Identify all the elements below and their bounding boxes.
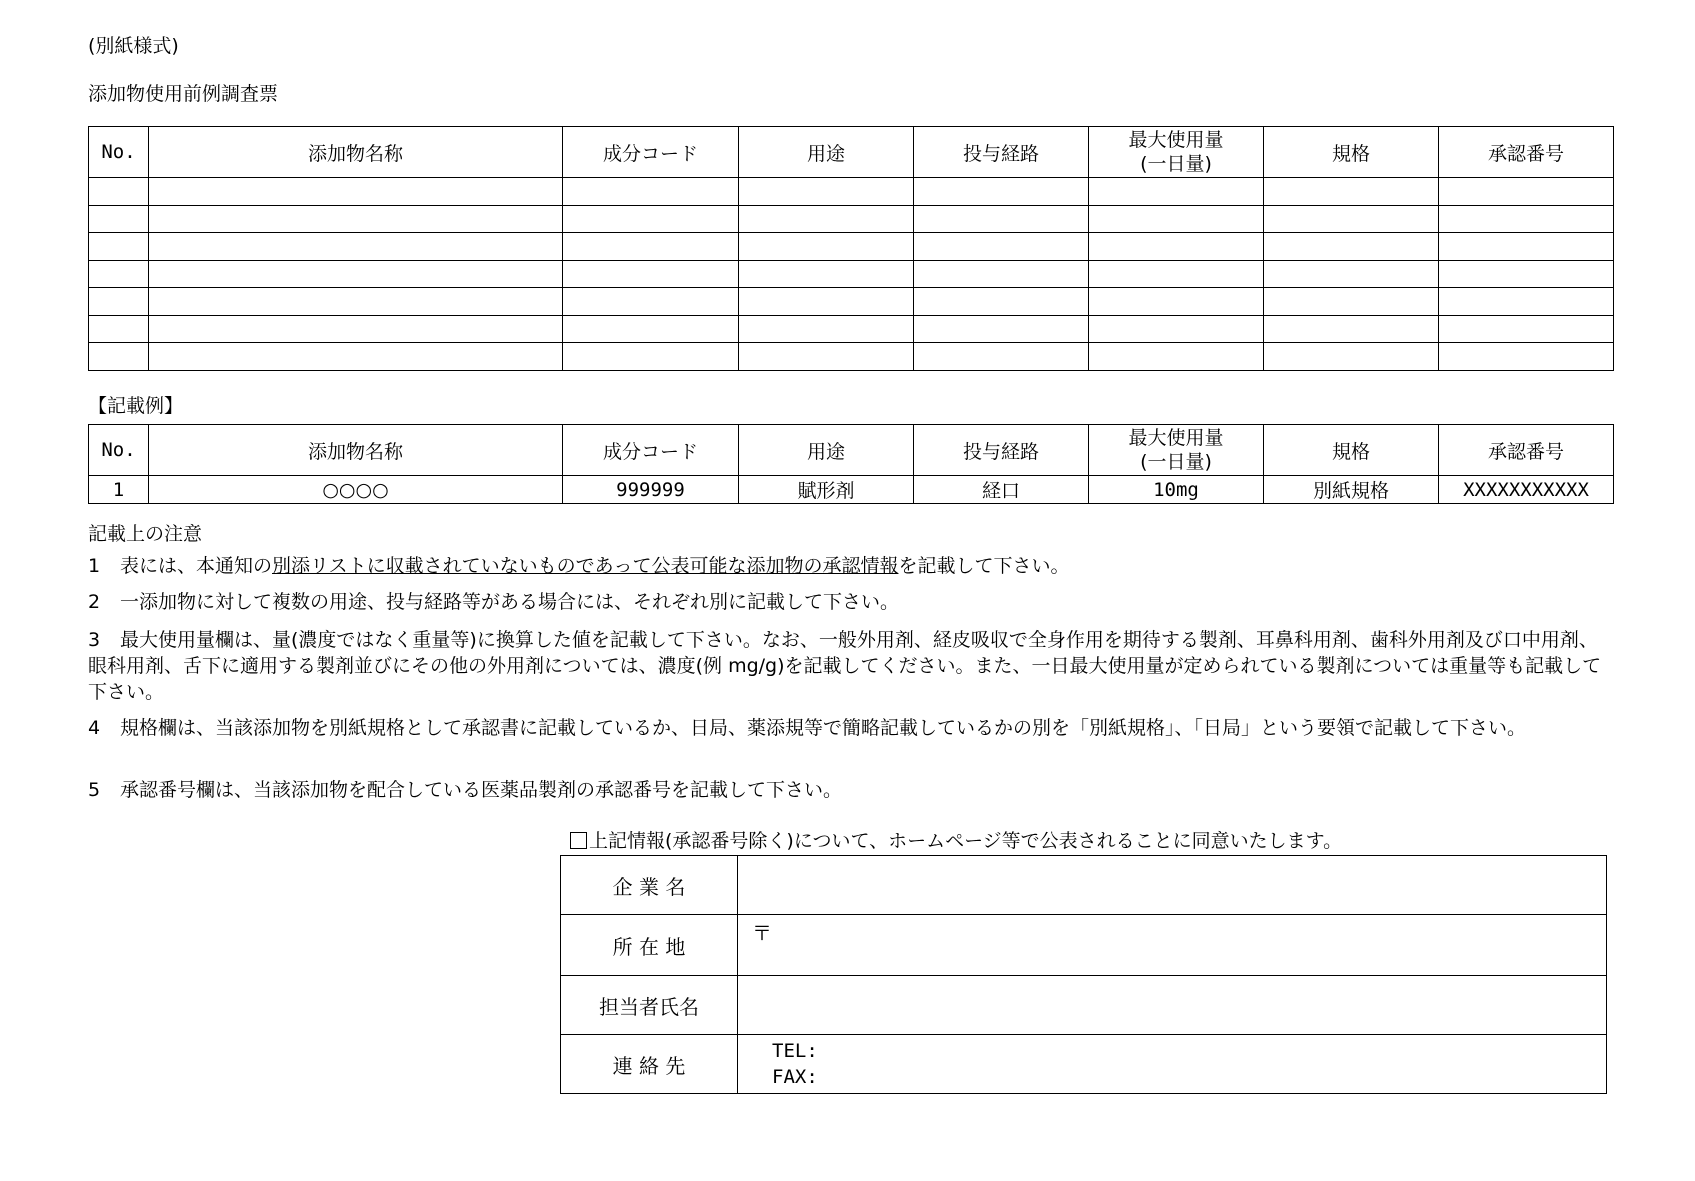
note-number: 1	[88, 555, 101, 577]
contact-person-field[interactable]	[738, 976, 1607, 1035]
survey-table	[88, 126, 1614, 371]
example-table	[88, 424, 1614, 504]
note-number: 4	[88, 717, 101, 739]
note-number: 2	[88, 591, 101, 613]
form-label: (別紙様式)	[88, 35, 179, 57]
table-row	[89, 178, 1614, 206]
table-row	[89, 343, 1614, 371]
header-max-dose-line2: (一日量)	[1140, 451, 1212, 473]
header-max-dose-line1: 最大使用量	[1128, 427, 1224, 449]
contact-row	[561, 1035, 1607, 1094]
example-no: 1	[89, 476, 149, 504]
notes-title: 記載上の注意	[88, 523, 203, 545]
note-5	[88, 777, 1608, 803]
note-text: 規格欄は、当該添加物を別紙規格として承認書に記載しているか、日局、薬添規等で簡略記載しているかの別を「別紙規格」、「日局」という要領で記載して下さい。	[120, 717, 1527, 739]
consent-line	[570, 829, 1342, 854]
note-text: 表には、本通知の	[120, 555, 273, 577]
note-number: 5	[88, 779, 101, 801]
header-ingredient-code: 成分コード	[563, 425, 739, 476]
company-name-field[interactable]	[738, 856, 1607, 915]
table-row	[89, 233, 1614, 261]
header-route: 投与経路	[914, 127, 1089, 178]
company-info-table	[560, 855, 1607, 1094]
note-number: 3	[88, 629, 101, 651]
example-spec: 別紙規格	[1264, 476, 1439, 504]
header-ingredient-code: 成分コード	[563, 127, 739, 178]
postal-mark: 〒	[752, 921, 772, 945]
note-text: 一添加物に対して複数の用途、投与経路等がある場合には、それぞれ別に記載して下さい。	[120, 591, 900, 613]
header-route: 投与経路	[914, 425, 1089, 476]
header-use: 用途	[739, 127, 914, 178]
note-underlined-text: 別添リストに収載されていないものであって公表可能な添加物の承認情報	[272, 555, 899, 577]
example-ingredient-code: 999999	[563, 476, 739, 504]
address-label: 所 在 地	[561, 915, 738, 976]
company-name-row	[561, 856, 1607, 915]
example-route: 経口	[914, 476, 1089, 504]
table-row	[89, 205, 1614, 233]
consent-text: 上記情報(承認番号除く)について、ホームページ等で公表されることに同意いたします。	[589, 830, 1343, 852]
note-2	[88, 589, 1608, 615]
example-label: 【記載例】	[88, 395, 184, 417]
header-no: No.	[89, 425, 149, 476]
example-additive-name: ○○○○	[149, 476, 563, 504]
example-row	[89, 476, 1614, 504]
contact-person-row	[561, 976, 1607, 1035]
table-row	[89, 288, 1614, 316]
header-max-dose	[1089, 425, 1264, 476]
company-name-label: 企 業 名	[561, 856, 738, 915]
fax-label: FAX:	[772, 1066, 818, 1088]
header-max-dose	[1089, 127, 1264, 178]
note-3	[88, 627, 1608, 705]
example-approval-number: XXXXXXXXXXX	[1439, 476, 1614, 504]
consent-checkbox[interactable]	[570, 832, 587, 849]
header-spec: 規格	[1264, 425, 1439, 476]
address-field[interactable]	[738, 915, 1607, 976]
header-additive-name: 添加物名称	[149, 127, 563, 178]
table-header-row	[89, 127, 1614, 178]
note-1	[88, 553, 1608, 579]
header-max-dose-line2: (一日量)	[1140, 153, 1212, 175]
note-text: 承認番号欄は、当該添加物を配合している医薬品製剤の承認番号を記載して下さい。	[120, 779, 843, 801]
contact-label: 連 絡 先	[561, 1035, 738, 1094]
header-use: 用途	[739, 425, 914, 476]
form-title: 添加物使用前例調査票	[88, 83, 279, 105]
table-row	[89, 315, 1614, 343]
header-no: No.	[89, 127, 149, 178]
table-row	[89, 260, 1614, 288]
header-approval-number: 承認番号	[1439, 425, 1614, 476]
header-additive-name: 添加物名称	[149, 425, 563, 476]
header-max-dose-line1: 最大使用量	[1128, 129, 1224, 151]
header-spec: 規格	[1264, 127, 1439, 178]
note-4	[88, 715, 1608, 741]
note-text: を記載して下さい。	[898, 555, 1070, 577]
example-use: 賦形剤	[739, 476, 914, 504]
example-header-row	[89, 425, 1614, 476]
header-approval-number: 承認番号	[1439, 127, 1614, 178]
contact-person-label: 担当者氏名	[561, 976, 738, 1035]
contact-field[interactable]	[738, 1035, 1607, 1094]
example-max-dose: 10mg	[1089, 476, 1264, 504]
tel-label: TEL:	[772, 1040, 818, 1062]
address-row	[561, 915, 1607, 976]
note-text: 最大使用量欄は、量(濃度ではなく重量等)に換算した値を記載して下さい。なお、一般外用剤、経皮吸収で全身作用を期待する製剤、耳鼻科用剤、歯科外用剤及び口中用剤、眼科用剤、舌下に適用する製剤並びにその他の外用剤については、濃度(例 mg/g)を記載してください。また、一日最大使用量が定められている製剤については重量等も記載して下さい。	[88, 629, 1602, 703]
